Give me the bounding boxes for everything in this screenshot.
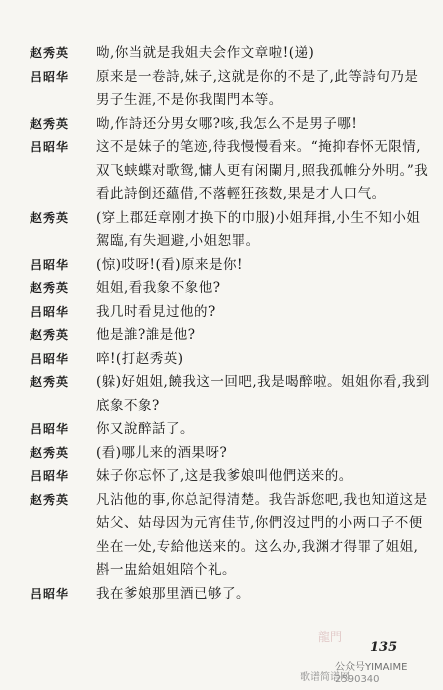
speech-text: 姐姐,看我象不象他? <box>96 280 221 296</box>
dialogue-line <box>30 42 430 66</box>
dialogue-line <box>30 418 430 442</box>
speech-text: 啐!(打赵秀英) <box>96 350 184 367</box>
speaker-name: 赵秀英 <box>30 46 70 60</box>
dialogue-line <box>30 371 430 418</box>
dialogue-line <box>30 207 430 254</box>
speaker-name: 赵秀英 <box>30 492 70 507</box>
dialogue-line <box>30 254 430 278</box>
speaker-name: 吕昭华 <box>30 469 70 483</box>
dialogue-line <box>30 442 430 466</box>
speech-text: 他是誰?誰是他? <box>96 327 196 343</box>
speech-text: (惊)哎呀!(看)原来是你! <box>96 256 243 273</box>
speech-text: 这不是妹子的笔迹,待我慢慢看来。“掩抑春怀无限情,双飞蛱蝶对歌鸳,慵人更有闲闌月,照我孤帷分外明。”我看此詩倒还蘊借,不落輕狂孩数,果是才人口气。 <box>96 139 429 202</box>
dialogue-line <box>30 583 430 607</box>
script-dialogue <box>30 42 430 606</box>
speech-text: 呦,你当就是我姐夫会作文章啦!(递) <box>96 45 315 61</box>
speech-text: 妹子你忘怀了,这是我爹娘叫他們送来的。 <box>96 468 353 484</box>
speaker-name: 吕昭华 <box>30 586 70 601</box>
speech-text: 呦,作詩还分男女哪?咳,我怎么不是男子哪! <box>96 115 358 132</box>
speech-text: (穿上郡廷章刚才换下的巾服)小姐拜揖,小生不知小姐駕臨,有失迴避,小姐恕罪。 <box>96 209 421 249</box>
dialogue-line <box>30 301 430 325</box>
dialogue-line <box>30 66 430 113</box>
dialogue-line <box>30 136 430 207</box>
speech-text: 我几时看見过他的? <box>96 303 216 320</box>
speech-text: (躲)好姐姐,饒我这一回吧,我是喝醉啦。姐姐你看,我到底象不象? <box>96 374 430 414</box>
speaker-name: 赵秀英 <box>30 375 70 389</box>
watermark-number: 2590340 <box>335 674 380 685</box>
speaker-name: 赵秀英 <box>30 445 70 460</box>
dialogue-line <box>30 489 430 583</box>
speech-text: 我在爹娘那里酒已够了。 <box>96 585 250 602</box>
dialogue-line <box>30 324 430 348</box>
page-number: 135 <box>370 640 398 655</box>
watermark-logo: 龍門 <box>318 630 343 644</box>
dialogue-line <box>30 348 430 372</box>
speaker-name: 吕昭华 <box>30 351 70 366</box>
speaker-name: 吕昭华 <box>30 422 70 436</box>
speaker-name: 赵秀英 <box>30 328 70 342</box>
speaker-name: 赵秀英 <box>30 281 70 295</box>
speaker-name: 赵秀英 <box>30 210 70 225</box>
speaker-name: 吕昭华 <box>30 140 70 154</box>
dialogue-line <box>30 277 430 301</box>
speaker-name: 吕昭华 <box>30 257 70 272</box>
watermark-site-right: 公众号YIMAIME <box>335 662 408 673</box>
speech-text: 凡沾他的事,你总記得清楚。我告訴您吧,我也知道这是姑父、姑母因为元宵佳节,你們沒过門的小两口子不便坐在一处,专給他送来的。这么办,我渊才得罪了姐姐,斟一盅給姐姐陪个礼。 <box>96 491 428 578</box>
speaker-name: 吕昭华 <box>30 304 70 319</box>
speech-text: (看)哪儿来的酒果呀? <box>96 444 228 461</box>
speaker-name: 赵秀英 <box>30 116 70 131</box>
speech-text: 原来是一卷詩,妹子,这就是你的不是了,此等詩句乃是男子生涯,不是你我閨門本等。 <box>96 68 419 108</box>
dialogue-line <box>30 465 430 489</box>
speaker-name: 吕昭华 <box>30 69 70 84</box>
watermark-site-left: 歌谱简谱网 <box>300 672 350 683</box>
dialogue-line <box>30 113 430 137</box>
speech-text: 你又說醉話了。 <box>96 421 194 437</box>
